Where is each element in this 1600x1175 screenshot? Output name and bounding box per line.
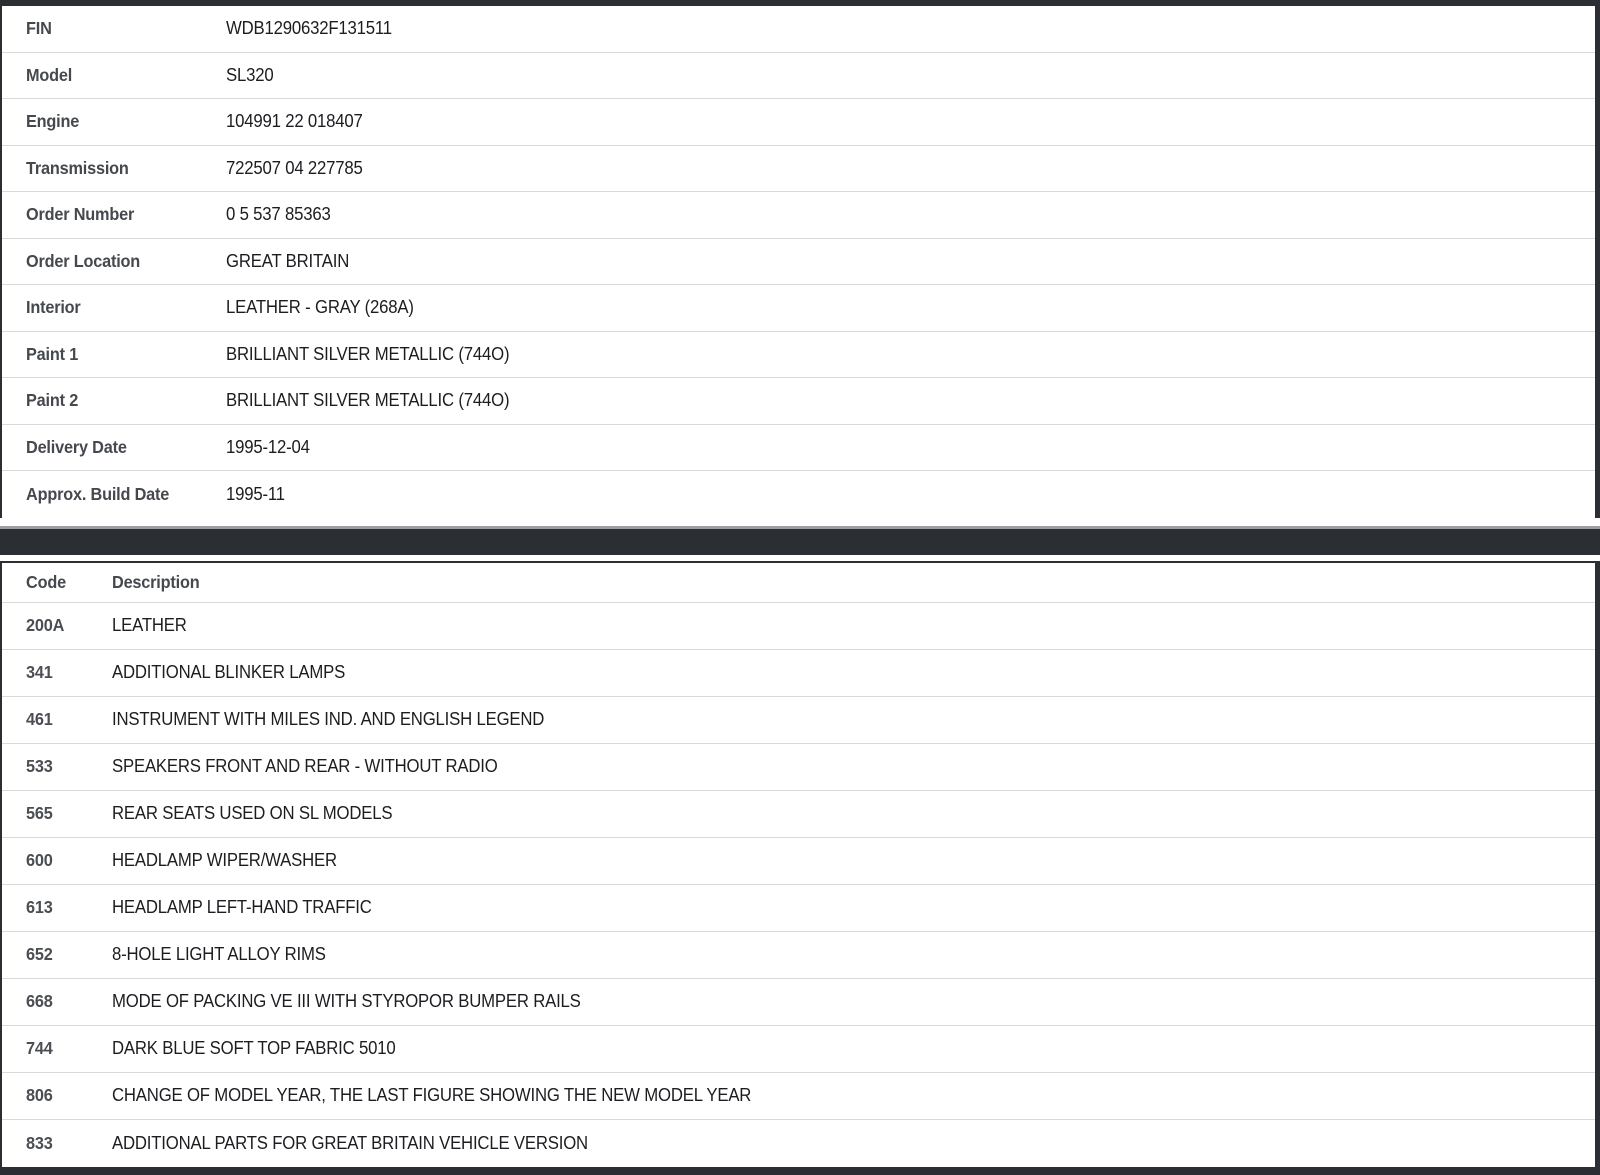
value-text: BRILLIANT SILVER METALLIC (744O): [226, 343, 510, 364]
table-row: [2, 192, 1595, 239]
option-description: [112, 1038, 1595, 1059]
option-description: [112, 709, 1595, 730]
table-row: [2, 1026, 1595, 1073]
option-description: [112, 991, 1595, 1012]
label-text: Delivery Date: [26, 436, 127, 457]
section-divider-bar: [0, 526, 1600, 555]
table-row: [2, 146, 1595, 193]
option-code: [2, 1133, 112, 1154]
row-value: [226, 111, 1595, 132]
table-row: [2, 471, 1595, 518]
option-description: [112, 756, 1595, 777]
label-text: Model: [26, 64, 73, 85]
description-column-header-label: Description: [112, 571, 200, 592]
row-label: [2, 204, 226, 225]
table-row: [2, 425, 1595, 472]
row-label: [2, 297, 226, 318]
value-text: 104991 22 018407: [226, 111, 363, 132]
row-label: [2, 251, 226, 272]
table-row: [2, 650, 1595, 697]
row-label: [2, 484, 226, 505]
code-text: 200A: [26, 615, 65, 635]
table-row: [2, 744, 1595, 791]
value-text: LEATHER - GRAY (268A): [226, 297, 414, 318]
row-label: [2, 18, 226, 39]
description-text: HEADLAMP WIPER/WASHER: [112, 850, 337, 870]
table-row: [2, 99, 1595, 146]
table-row: [2, 53, 1595, 100]
description-text: ADDITIONAL BLINKER LAMPS: [112, 662, 346, 682]
row-value: [226, 65, 1595, 86]
code-text: 806: [26, 1085, 53, 1105]
description-text: ADDITIONAL PARTS FOR GREAT BRITAIN VEHICLE VERSION: [112, 1132, 588, 1153]
row-value: [226, 484, 1595, 505]
label-text: Transmission: [26, 157, 129, 178]
option-code: [2, 803, 112, 824]
option-code: [2, 1085, 112, 1106]
value-text: 0 5 537 85363: [226, 204, 331, 225]
table-row: [2, 791, 1595, 838]
table-row: [2, 1073, 1595, 1120]
option-code: [2, 709, 112, 730]
code-text: 461: [26, 709, 53, 729]
option-description: [112, 944, 1595, 965]
value-text: 1995-11: [226, 483, 285, 504]
value-text: SL320: [226, 64, 274, 85]
row-label: [2, 390, 226, 411]
code-text: 565: [26, 803, 53, 823]
row-value: [226, 18, 1595, 39]
option-code: [2, 944, 112, 965]
option-description: [112, 850, 1595, 871]
description-text: MODE OF PACKING VE III WITH STYROPOR BUMPER RAILS: [112, 991, 581, 1011]
option-description: [112, 803, 1595, 824]
option-code: [2, 615, 112, 636]
label-text: Paint 1: [26, 343, 79, 364]
option-code: [2, 897, 112, 918]
equipment-codes-table: [0, 561, 1600, 1167]
option-code: [2, 662, 112, 683]
value-text: WDB1290632F131511: [226, 18, 392, 39]
table-row: [2, 697, 1595, 744]
row-label: [2, 344, 226, 365]
value-text: GREAT BRITAIN: [226, 250, 350, 271]
code-text: 533: [26, 756, 53, 776]
value-text: 1995-12-04: [226, 436, 310, 457]
row-value: [226, 344, 1595, 365]
table-row: [2, 332, 1595, 379]
value-text: 722507 04 227785: [226, 157, 363, 178]
label-text: Interior: [26, 297, 81, 318]
description-text: LEATHER: [112, 615, 187, 635]
table-row: [2, 885, 1595, 932]
option-code: [2, 1038, 112, 1059]
description-text: CHANGE OF MODEL YEAR, THE LAST FIGURE SHOWING THE NEW MODEL YEAR: [112, 1085, 752, 1105]
code-text: 652: [26, 944, 53, 964]
row-value: [226, 437, 1595, 458]
row-label: [2, 65, 226, 86]
code-text: 833: [26, 1132, 53, 1153]
row-value: [226, 390, 1595, 411]
label-text: Order Number: [26, 204, 135, 225]
option-description: [112, 615, 1595, 636]
bottom-border-bar: [0, 1167, 1600, 1175]
option-code: [2, 756, 112, 777]
row-label: [2, 111, 226, 132]
table-row: [2, 239, 1595, 286]
vehicle-info-table: [0, 6, 1600, 518]
row-value: [226, 204, 1595, 225]
row-value: [226, 297, 1595, 318]
label-text: Approx. Build Date: [26, 483, 170, 504]
code-column-header: [2, 572, 112, 593]
label-text: FIN: [26, 18, 52, 39]
equipment-codes-body: [2, 603, 1595, 1167]
row-value: [226, 158, 1595, 179]
row-label: [2, 158, 226, 179]
equipment-codes-header-row: [2, 563, 1595, 603]
table-row: [2, 6, 1595, 53]
table-row: [2, 838, 1595, 885]
option-code: [2, 991, 112, 1012]
option-description: [112, 662, 1595, 683]
table-row: [2, 285, 1595, 332]
row-label: [2, 437, 226, 458]
table-row: [2, 979, 1595, 1026]
vehicle-info-body: [2, 6, 1595, 518]
value-text: BRILLIANT SILVER METALLIC (744O): [226, 390, 510, 411]
description-text: REAR SEATS USED ON SL MODELS: [112, 803, 393, 823]
code-text: 613: [26, 897, 53, 917]
description-text: HEADLAMP LEFT-HAND TRAFFIC: [112, 897, 372, 917]
code-text: 600: [26, 850, 53, 870]
label-text: Engine: [26, 111, 80, 132]
code-text: 341: [26, 662, 53, 682]
option-code: [2, 850, 112, 871]
code-column-header-label: Code: [26, 571, 66, 592]
option-description: [112, 1085, 1595, 1106]
code-text: 668: [26, 991, 53, 1011]
label-text: Paint 2: [26, 390, 79, 411]
table-row: [2, 378, 1595, 425]
option-description: [112, 1133, 1595, 1154]
label-text: Order Location: [26, 250, 141, 271]
description-column-header: [112, 572, 1595, 593]
description-text: DARK BLUE SOFT TOP FABRIC 5010: [112, 1038, 396, 1058]
row-value: [226, 251, 1595, 272]
description-text: INSTRUMENT WITH MILES IND. AND ENGLISH LEGEND: [112, 709, 545, 729]
code-text: 744: [26, 1038, 53, 1058]
description-text: SPEAKERS FRONT AND REAR - WITHOUT RADIO: [112, 756, 498, 776]
option-description: [112, 897, 1595, 918]
table-row: [2, 1120, 1595, 1167]
table-row: [2, 932, 1595, 979]
description-text: 8-HOLE LIGHT ALLOY RIMS: [112, 944, 326, 964]
table-row: [2, 603, 1595, 650]
